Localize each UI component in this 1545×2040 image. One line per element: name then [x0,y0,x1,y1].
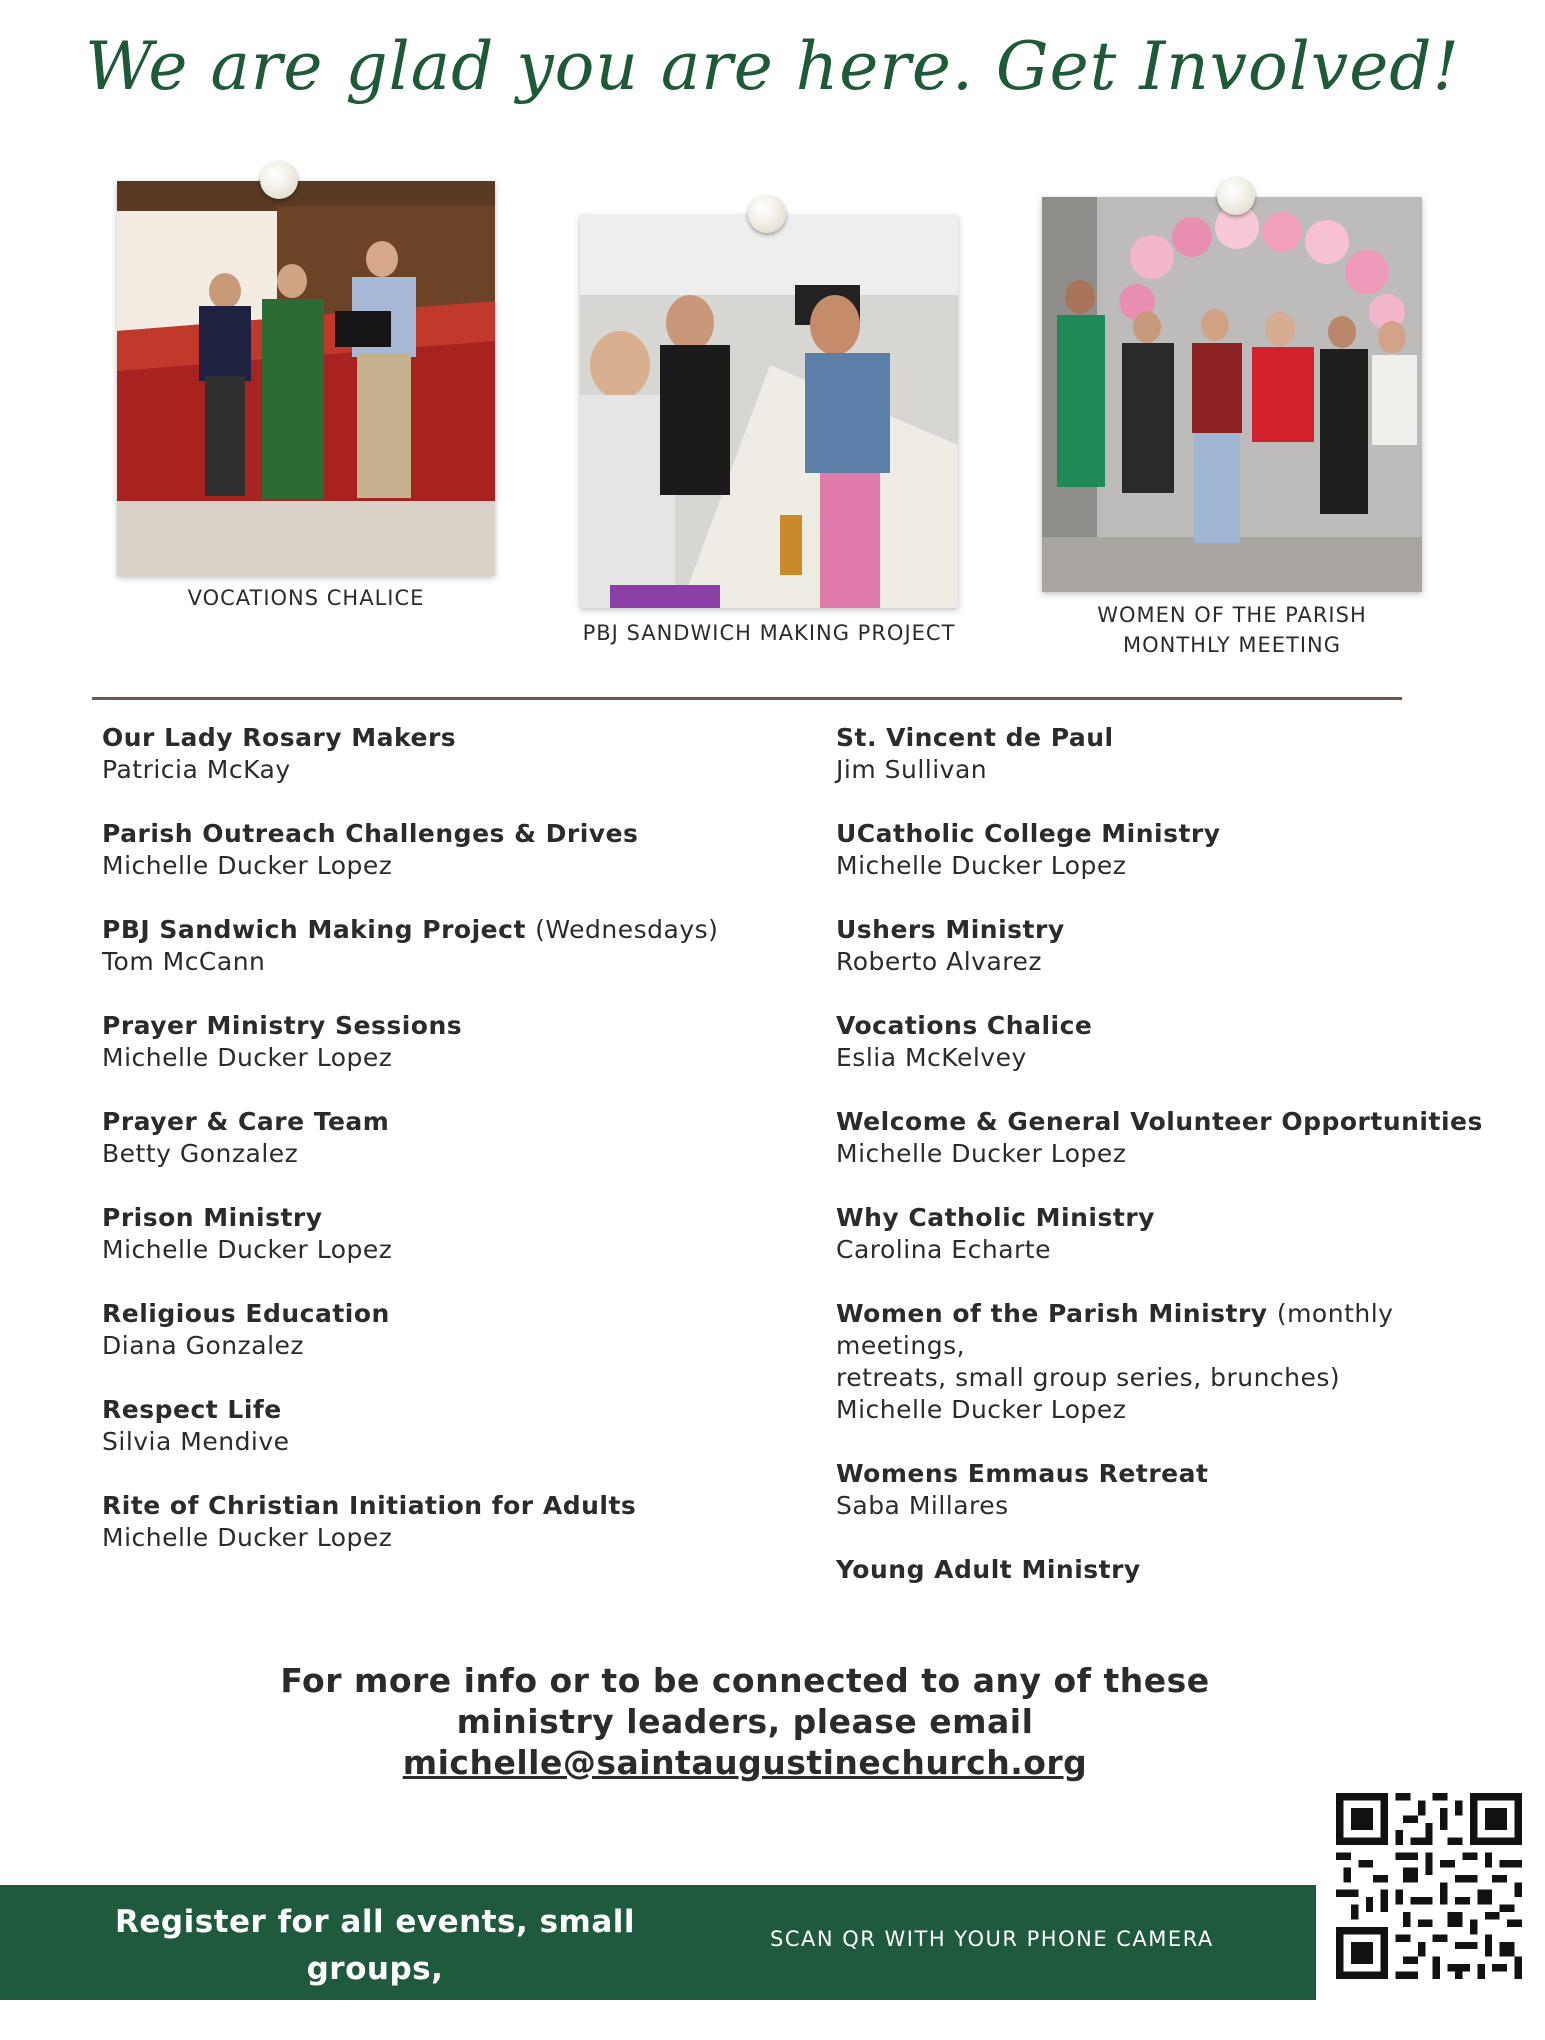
ministry-title: Prayer Ministry Sessions [102,1011,463,1040]
ministry-list-right [836,722,1496,1618]
ministry-title: Ushers Ministry [836,915,1065,944]
ministry-entry [102,1394,752,1458]
register-text [60,1899,690,2040]
scan-qr-label: SCAN QR WITH YOUR PHONE CAMERA [770,1927,1214,1951]
ministry-entry [102,818,752,882]
pin-icon [260,161,298,199]
ministry-entry [836,722,1496,786]
ministry-leader: Diana Gonzalez [102,1331,305,1360]
ministry-leader: Betty Gonzalez [102,1139,299,1168]
ministry-leader: Michelle Ducker Lopez [836,1395,1127,1424]
ministry-entry [836,1202,1496,1266]
ministry-leader: Roberto Alvarez [836,947,1043,976]
ministry-entry [102,1106,752,1170]
ministry-entry [836,1106,1496,1170]
ministry-title: Rite of Christian Initiation for Adults [102,1491,637,1520]
ministry-title: Religious Education [102,1299,390,1328]
ministry-leader: Saba Millares [836,1491,1009,1520]
photo-caption-line: MONTHLY MEETING [1122,633,1342,657]
photo-caption [1012,600,1452,660]
ministry-entry [102,1010,752,1074]
ministry-title: Vocations Chalice [836,1011,1093,1040]
pbj-sandwich-photo [580,215,958,608]
ministry-leader: Silvia Mendive [102,1427,290,1456]
ministry-leader: Michelle Ducker Lopez [836,1139,1127,1168]
ministry-leader: Michelle Ducker Lopez [102,1523,393,1552]
footer-bar [0,1885,1316,2034]
ministry-title: Prayer & Care Team [102,1107,390,1136]
photo-caption-line: WOMEN OF THE PARISH [1097,603,1367,627]
pin-icon [1217,177,1255,215]
ministry-title: Parish Outreach Challenges & Drives [102,819,639,848]
ministry-title: Prison Ministry [102,1203,323,1232]
vocations-chalice-photo [117,181,495,576]
ministry-entry [102,1298,752,1362]
contact-info [0,1660,1490,1783]
ministry-title: UCatholic College Ministry [836,819,1221,848]
page-title: We are glad you are here. Get Involved! [84,28,1461,105]
ministry-entry [836,1010,1496,1074]
ministry-title: St. Vincent de Paul [836,723,1114,752]
ministry-leader: Michelle Ducker Lopez [102,851,393,880]
ministry-leader: Eslia McKelvey [836,1043,1027,1072]
ministry-entry [836,914,1496,978]
ministry-title: Respect Life [102,1395,282,1424]
ministry-entry [836,1554,1496,1586]
ministry-entry [102,1202,752,1266]
section-divider [92,697,1402,700]
register-line: online giving & email list here: [97,1998,653,2034]
ministry-entry [836,818,1496,882]
ministry-leader: Carolina Echarte [836,1235,1051,1264]
ministry-title: Why Catholic Ministry [836,1203,1155,1232]
contact-email-link[interactable]: michelle@saintaugustinechurch.org [402,1743,1088,1782]
ministry-leader: Tom McCann [102,947,266,976]
ministry-title: Welcome & General Volunteer Opportunities [836,1107,1483,1136]
ministry-note: retreats, small group series, brunches) [836,1363,1341,1392]
ministry-entry [102,1490,752,1554]
ministry-leader: Jim Sullivan [836,755,988,784]
qr-code-icon[interactable] [1336,1793,1522,1979]
ministry-entry [836,1298,1496,1426]
ministry-entry [836,1458,1496,1522]
ministry-leader: Michelle Ducker Lopez [102,1235,393,1264]
ministry-note: (monthly meetings, [836,1299,1394,1360]
ministry-note: (Wednesdays) [535,915,719,944]
pin-icon [748,195,786,233]
ministry-leader: Michelle Ducker Lopez [836,851,1127,880]
contact-info-line: ministry leaders, please email [456,1702,1034,1741]
women-of-the-parish-photo [1042,197,1422,592]
contact-info-line: For more info or to be connected to any of these [280,1661,1210,1700]
ministry-title: Womens Emmaus Retreat [836,1459,1209,1488]
ministry-title: Women of the Parish Ministry [836,1299,1268,1328]
ministry-title: Young Adult Ministry [836,1555,1141,1584]
ministry-entry [102,914,752,978]
photo-caption: PBJ SANDWICH MAKING PROJECT [582,621,956,645]
register-line: Register for all events, small groups, [114,1904,635,1987]
photo-caption: VOCATIONS CHALICE [187,586,425,610]
ministry-entry [102,722,752,786]
ministry-list-left [102,722,752,1586]
ministry-title: PBJ Sandwich Making Project [102,915,526,944]
ministry-leader: Michelle Ducker Lopez [102,1043,393,1072]
ministry-leader: Patricia McKay [102,755,291,784]
ministry-title: Our Lady Rosary Makers [102,723,457,752]
